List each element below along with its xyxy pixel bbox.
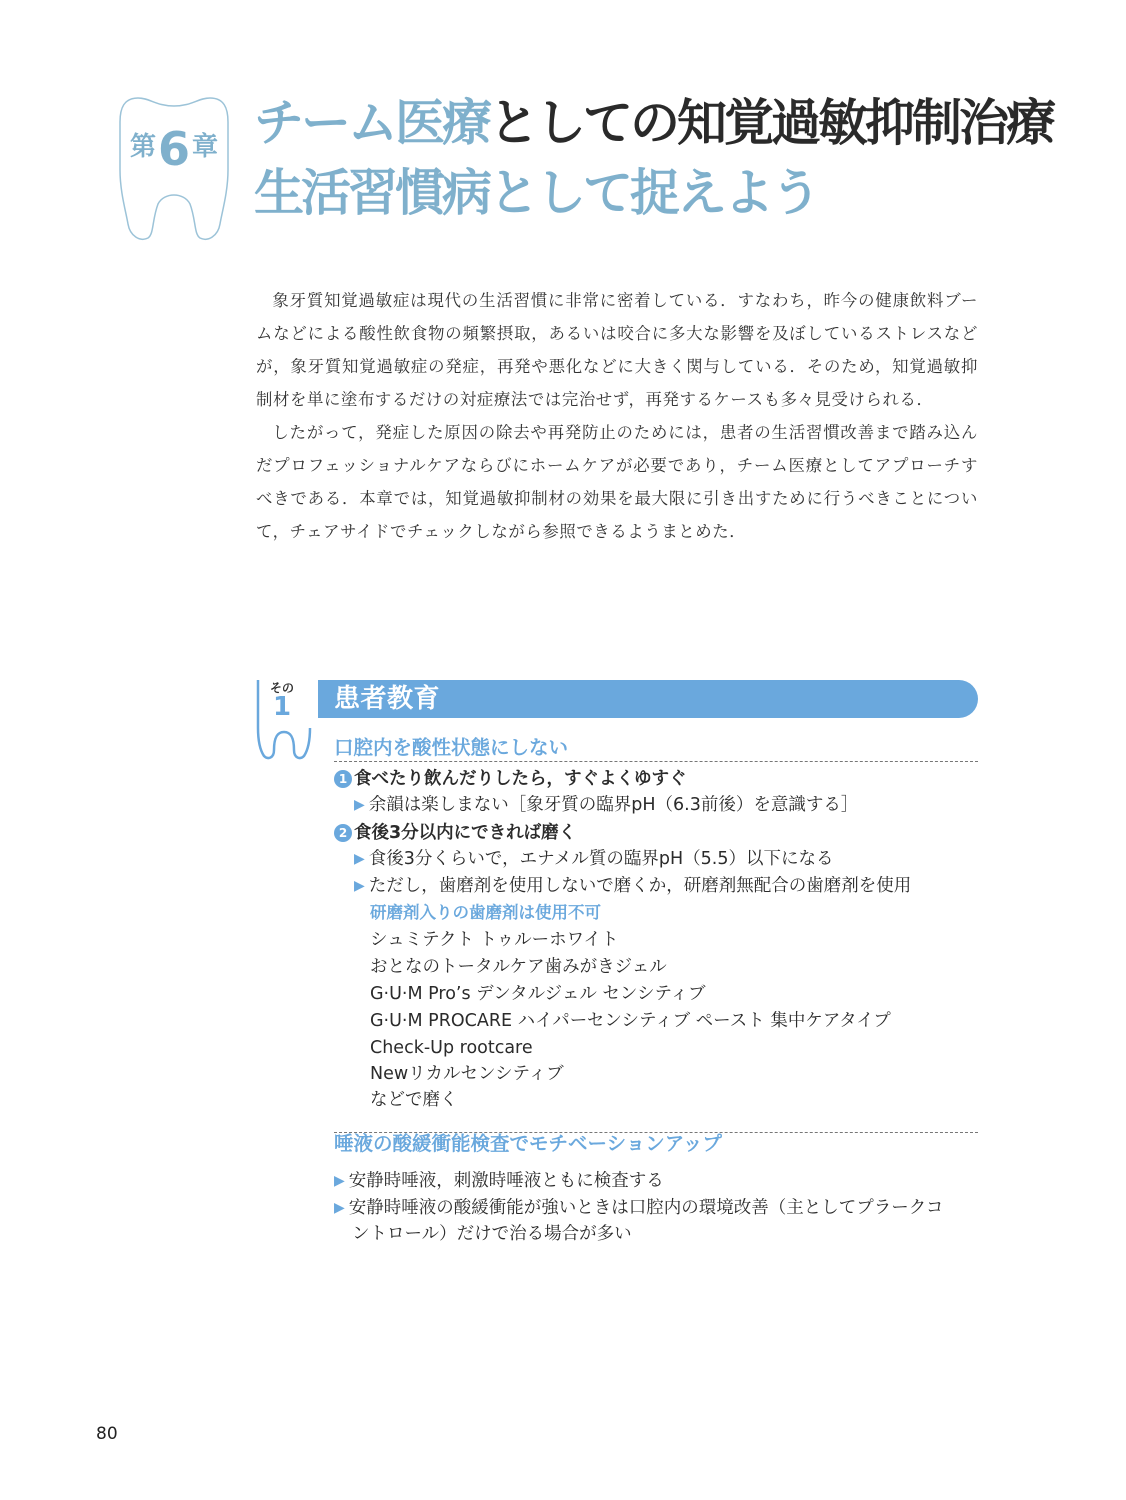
triangle-bullet-icon: ▶ (334, 1200, 345, 1216)
subsection-heading-1: 口腔内を酸性状態にしない (334, 736, 569, 759)
product-item: などで磨く (370, 1090, 458, 1110)
section-badge (252, 676, 320, 760)
intro-paragraph-1: 象牙質知覚過敏症は現代の生活習慣に非常に密着している．すなわち，昨今の健康飲料ブームなどによる酸性飲食物の頻繁摂取，あるいは咬合に多大な影響を及ぼしているストレスなどが，象牙質知覚過敏症の発症，再発や悪化などに大きく関与している．そのため，知覚過敏抑制材を単に塗布するだけの対症療法では完治せず，再発するケースも多々見受けられる． (256, 291, 978, 409)
intro-paragraph-2: したがって，発症した原因の除去や再発防止のためには，患者の生活習慣改善まで踏み込んだプロフェッショナルケアならびにホームケアが必要であり，チーム医療としてアプローチすべきである．本章では，知覚過敏抑制材の効果を最大限に引き出すために行うべきことについて，チェアサイドでチェックしながら参照できるようまとめた． (256, 423, 978, 541)
triangle-bullet-icon: ▶ (354, 878, 365, 894)
triangle-bullet-icon: ▶ (354, 851, 365, 867)
product-item: G·U·M Pro’s デンタルジェル センシティブ (370, 984, 706, 1004)
chapter-title-rest: としての知覚過敏抑制治療 (489, 94, 1053, 152)
chapter-number: 6 (157, 122, 190, 176)
chapter-badge (118, 96, 230, 242)
section-title: 患者教育 (334, 684, 441, 714)
item-2-bullet-1-text: 食後3分くらいで，エナメル質の臨界pH（5.5）以下になる (368, 849, 834, 869)
item-2-bullet-2-text: ただし，歯磨剤を使用しないで磨くか，研磨剤無配合の歯磨剤を使用 (368, 876, 912, 896)
product-item: Check-Up rootcare (370, 1038, 533, 1058)
item-2-title-text: 食後3分以内にできれば磨く (354, 823, 577, 843)
chapter-title-accent: チーム医療 (254, 94, 489, 152)
item-1-marker: 1 (334, 770, 352, 788)
sub2-bullet-2 (334, 1200, 943, 1218)
product-item: Newリカルセンシティブ (370, 1064, 564, 1084)
section-sono-label: その (269, 681, 294, 695)
triangle-bullet-icon: ▶ (354, 797, 365, 813)
section-number: 1 (272, 692, 292, 722)
section-title-bar (318, 680, 978, 718)
chapter-subtitle: 生活習慣病として捉えよう (254, 164, 818, 222)
chapter-kanji-pre: 第 (129, 132, 156, 162)
sub2-bullet-1 (334, 1173, 664, 1191)
sub2-bullet-2-line1: 安静時唾液の酸緩衝能が強いときは口腔内の環境改善（主としてプラークコ (348, 1198, 944, 1218)
chapter-title (254, 94, 1053, 152)
subsection-heading-2: 唾液の酸緩衝能検査でモチベーションアップ (334, 1132, 722, 1155)
product-item: おとなのトータルケア歯みがきジェル (370, 957, 667, 977)
item-2-marker: 2 (334, 824, 352, 842)
item-2-title (334, 824, 576, 843)
page-number: 80 (96, 1424, 118, 1444)
item-1-title-text: 食べたり飲んだりしたら，すぐよくゆすぐ (354, 769, 687, 789)
item-1-bullet (354, 797, 858, 815)
product-item: G·U·M PROCARE ハイパーセンシティブ ペースト 集中ケアタイプ (370, 1011, 891, 1031)
abrasive-note: 研磨剤入りの歯磨剤は使用不可 (370, 903, 601, 922)
item-2-bullet-1 (354, 851, 833, 869)
item-1-title (334, 770, 687, 789)
sub2-bullet-2-line2: ントロール）だけで治る場合が多い (352, 1224, 632, 1244)
item-2-bullet-2 (354, 878, 911, 896)
triangle-bullet-icon: ▶ (334, 1173, 345, 1189)
product-item: シュミテクト トゥルーホワイト (370, 930, 619, 950)
sub2-bullet-1-text: 安静時唾液，刺激時唾液ともに検査する (348, 1171, 664, 1191)
chapter-kanji-post: 章 (192, 132, 219, 162)
intro-text (256, 284, 978, 548)
dashed-divider (334, 761, 978, 762)
chapter-number-label (118, 122, 230, 176)
item-1-bullet-text: 余韻は楽しまない［象牙質の臨界pH（6.3前後）を意識する］ (368, 795, 859, 815)
